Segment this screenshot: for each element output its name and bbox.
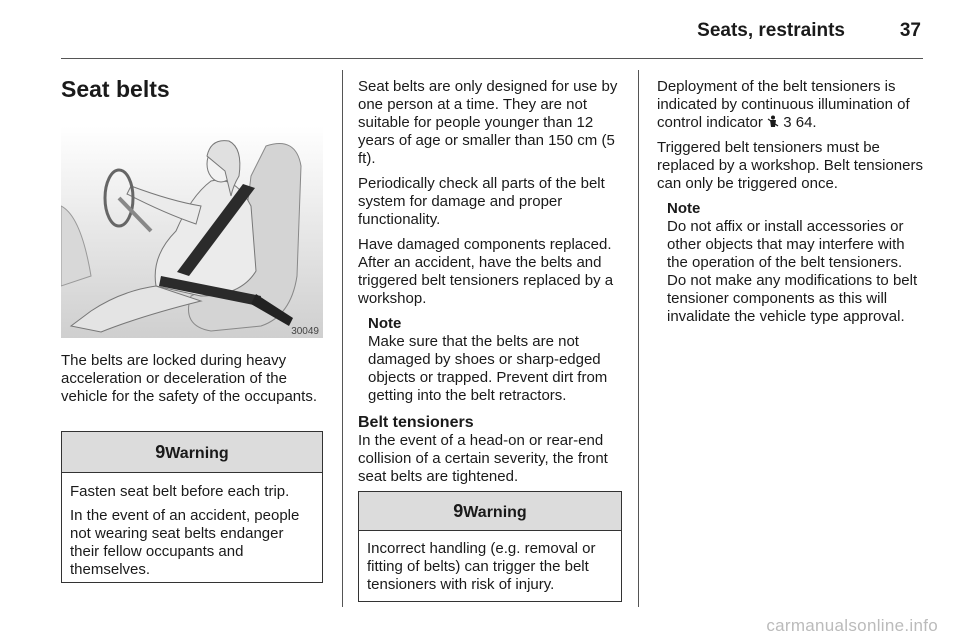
warning-box [358, 491, 622, 602]
figure-code: 30049 [291, 326, 319, 337]
note-title: Note [368, 315, 402, 332]
paragraph: Have damaged components replaced. After an accident, have the belts and triggered belt tensioners replaced by a workshop. [358, 236, 614, 307]
subheading: Belt tensioners [358, 414, 474, 431]
note-text: Make sure that the belts are not damaged by shoes or sharp-edged objects or trapped. Prevent dirt from getting into the belt retractors. [368, 333, 608, 404]
note-block [358, 315, 624, 405]
warning-box [61, 431, 323, 583]
note-block [657, 200, 923, 326]
page-header [61, 0, 923, 59]
paragraph: In the event of a head-on or rear-end collision of a certain severity, the front seat belts are tightened. [358, 432, 608, 485]
note-text: Do not affix or install accessories or other objects that may interfere with the operation of the belt tensioners. [667, 218, 905, 271]
page-number: 37 [899, 20, 921, 41]
warning-header [359, 492, 621, 531]
paragraph-text: Deployment of the belt tensioners is indicated by continuous illumination of control indicator [657, 78, 910, 131]
column-divider [638, 70, 639, 607]
paragraph [657, 78, 923, 132]
warning-title: Warning [463, 504, 527, 521]
note-text: Do not make any modifications to belt tensioner components as this will invalidate the vehicle type approval. [667, 272, 918, 325]
warning-text: Fasten seat belt before each trip. [70, 483, 290, 500]
page-reference: 64. [791, 114, 817, 131]
warning-header [62, 432, 322, 473]
warning-body [62, 473, 322, 579]
driver-with-seatbelt-drawing [61, 126, 323, 338]
warning-icon: 9 [155, 442, 166, 462]
warning-title: Warning [165, 445, 229, 462]
warning-text: Incorrect handling (e.g. removal or fitting of belts) can trigger the belt tensioners with risk of injury. [367, 540, 596, 593]
page-reference-icon: 3 [783, 114, 792, 131]
seat-belt-tensioner-icon [767, 115, 779, 130]
section-title: Seat belts [61, 76, 170, 102]
header-title: Seats, restraints [697, 20, 845, 41]
warning-text: In the event of an accident, people not wearing seat belts endanger their fellow occupants and themselves. [70, 507, 300, 578]
intro-paragraph: The belts are locked during heavy acceleration or deceleration of the vehicle for the safety of the occupants. [61, 352, 317, 405]
paragraph: Seat belts are only designed for use by one person at a time. They are not suitable for people younger than 12 years of age or smaller than 150 cm (5 ft). [358, 78, 618, 167]
paragraph: Periodically check all parts of the belt system for damage and proper functionality. [358, 175, 605, 228]
note-title: Note [667, 200, 701, 217]
column-1 [61, 352, 323, 413]
warning-body [359, 531, 621, 594]
column-3 [657, 78, 923, 326]
column-2 [358, 78, 624, 493]
watermark: carmanualsonline.info [766, 616, 938, 635]
warning-icon: 9 [453, 501, 464, 521]
column-divider [342, 70, 343, 607]
paragraph: Triggered belt tensioners must be replaced by a workshop. Belt tensioners can only be triggered once. [657, 139, 923, 192]
seat-belt-illustration [61, 126, 323, 338]
